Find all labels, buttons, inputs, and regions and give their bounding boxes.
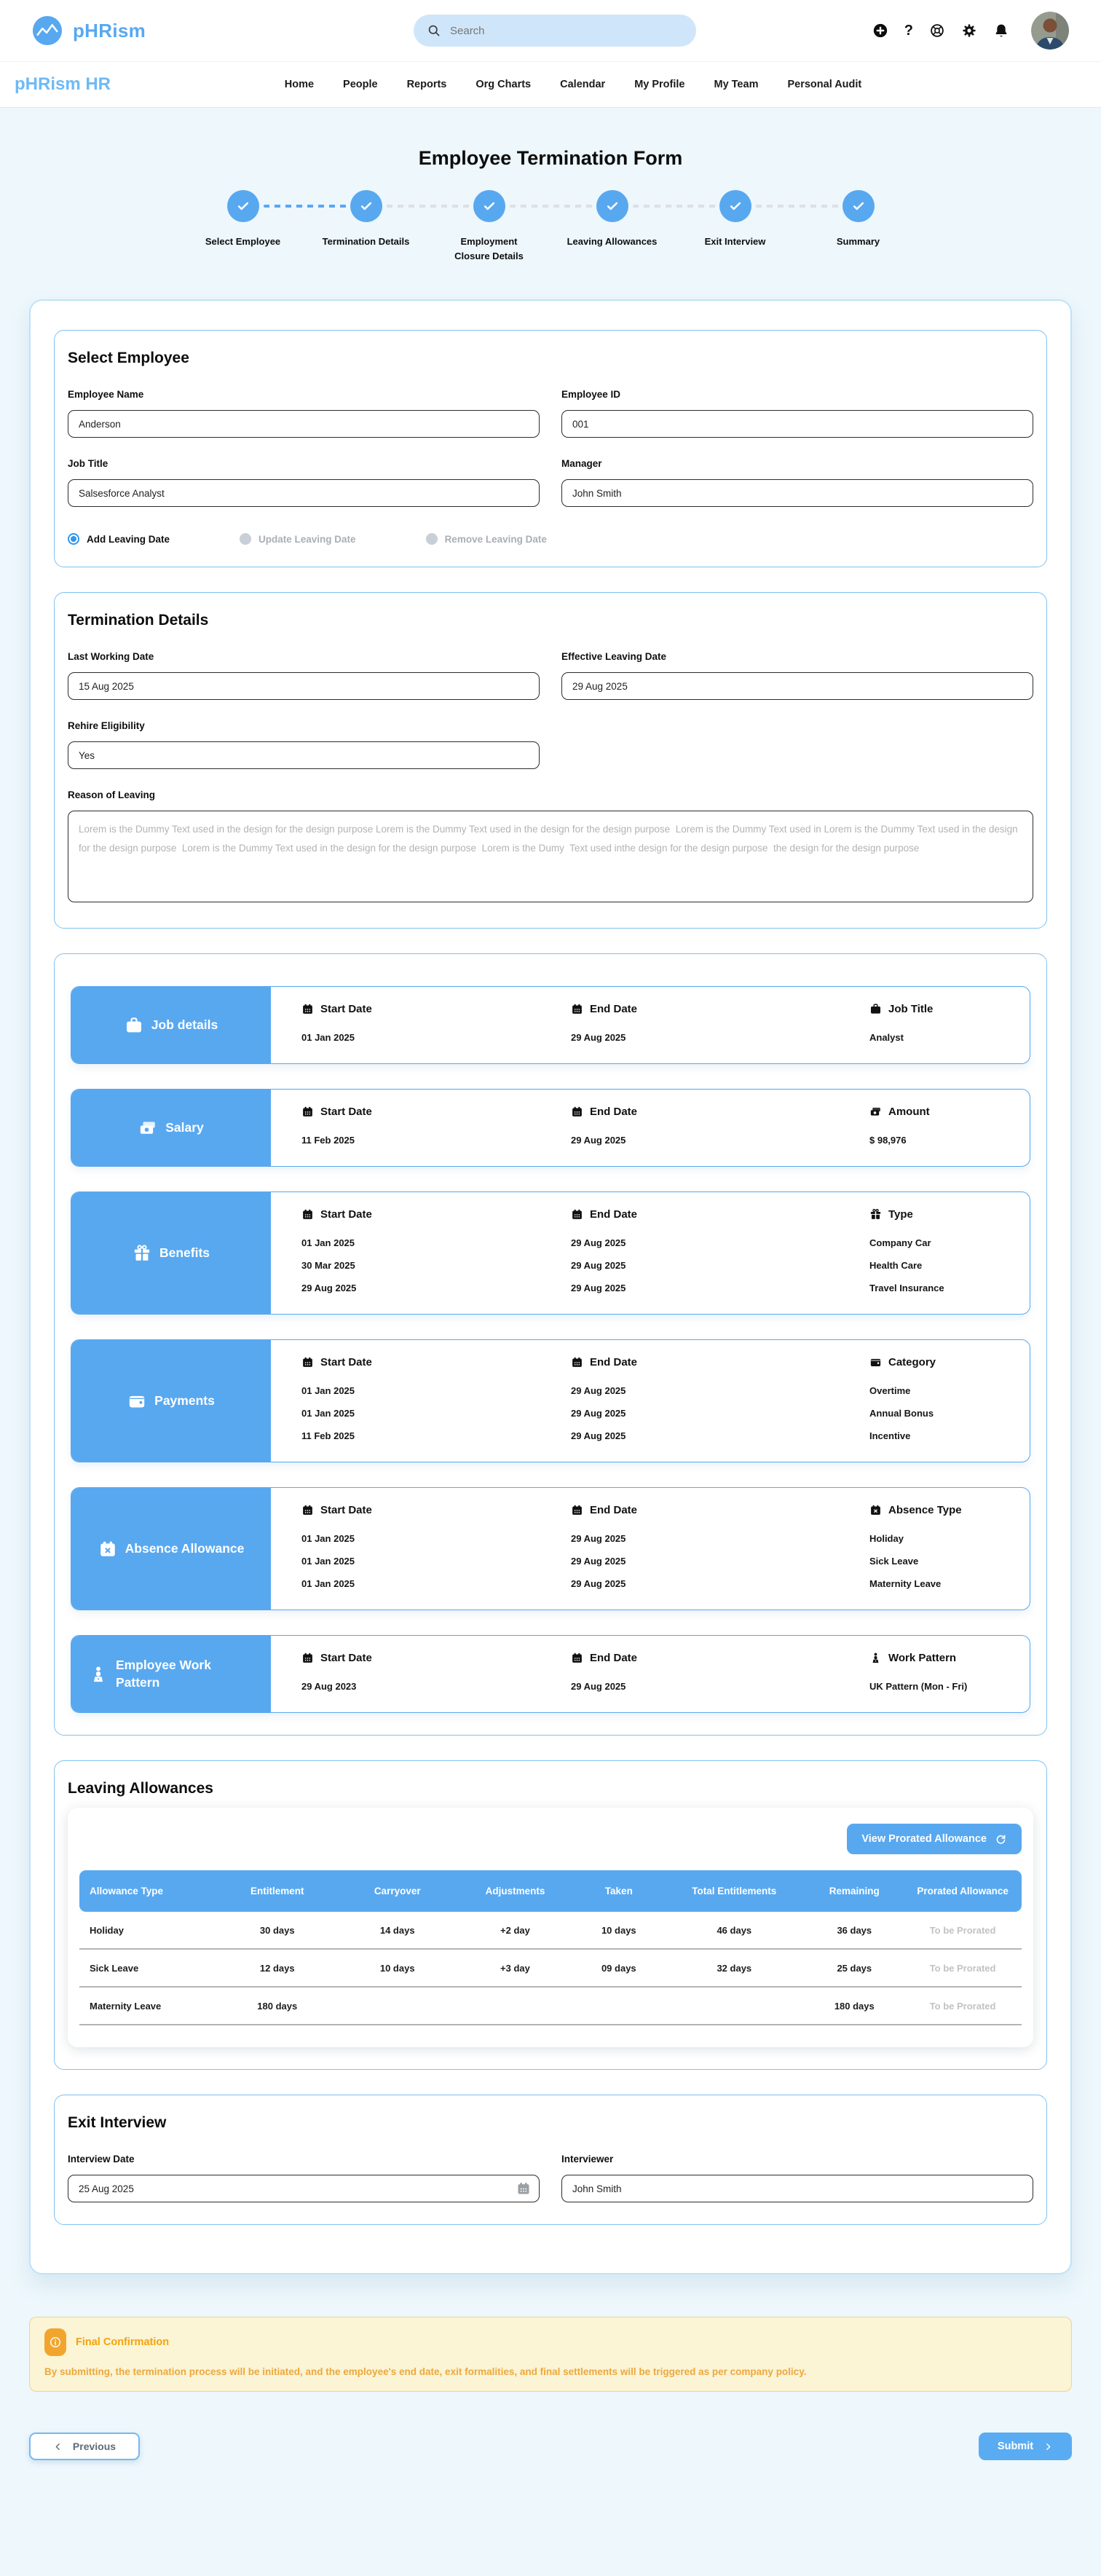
nav-item-people[interactable]: People xyxy=(343,79,378,90)
user-avatar[interactable] xyxy=(1031,12,1069,50)
employee-id-field xyxy=(561,389,1033,438)
column-header: End Date xyxy=(590,1356,638,1368)
main-nav xyxy=(0,61,1101,108)
plus-icon[interactable] xyxy=(872,23,888,39)
absence-allowance-card xyxy=(71,1487,1030,1610)
column-header: Absence Type xyxy=(888,1504,962,1516)
cell-value: 01 Jan 2025 xyxy=(301,1237,355,1248)
benefits-panel xyxy=(71,1192,271,1314)
previous-button[interactable] xyxy=(29,2433,140,2460)
column-values xyxy=(571,1232,869,1299)
card-title: Absence Allowance xyxy=(125,1540,245,1556)
calendar-icon xyxy=(301,1652,314,1664)
cell-value: 29 Aug 2025 xyxy=(571,1430,626,1441)
section-heading: Leaving Allowances xyxy=(68,1780,213,1797)
column-header: End Date xyxy=(590,1208,638,1221)
card-title: Job details xyxy=(151,1017,218,1032)
chevron-right-icon xyxy=(1043,2442,1053,2451)
search-icon xyxy=(427,23,441,38)
allowance-table-card xyxy=(68,1808,1033,2047)
section-leaving-allowances xyxy=(54,1760,1047,2070)
cell-value: 29 Aug 2025 xyxy=(571,1032,626,1043)
section-heading: Termination Details xyxy=(68,612,209,629)
cell: 09 days xyxy=(601,1962,636,1974)
cell-value: 29 Aug 2025 xyxy=(571,1237,626,1248)
notifications-icon[interactable] xyxy=(993,23,1009,39)
step-label: Termination Details xyxy=(322,236,410,247)
column-values xyxy=(301,1129,571,1151)
field-label: Manager xyxy=(561,458,602,469)
main-content xyxy=(0,147,1101,2460)
job-title-input[interactable] xyxy=(68,479,540,507)
employee-id-input[interactable] xyxy=(561,410,1033,438)
section-select-employee xyxy=(54,330,1047,567)
cell: 36 days xyxy=(837,1924,872,1936)
cell-value: Sick Leave xyxy=(869,1556,919,1567)
card-title: Payments xyxy=(154,1393,215,1408)
column-job-title xyxy=(869,1003,1030,1049)
cell-value: 01 Jan 2025 xyxy=(301,1556,355,1567)
field-label: Reason of Leaving xyxy=(68,789,156,800)
step-label: Leaving Allowances xyxy=(567,236,658,247)
column-values xyxy=(301,1232,571,1299)
col-taken: Taken xyxy=(604,1886,633,1896)
benefits-card xyxy=(71,1192,1030,1315)
step-summary[interactable] xyxy=(797,190,920,263)
cell-value: Annual Bonus xyxy=(869,1408,934,1419)
leaving-date-radio-group xyxy=(68,533,1033,545)
settings-icon[interactable] xyxy=(961,23,977,39)
column-values xyxy=(571,1129,869,1151)
briefcase-icon xyxy=(869,1003,882,1015)
cash-icon xyxy=(869,1106,882,1118)
radio-add-leaving-date[interactable] xyxy=(68,533,170,545)
job-details-card xyxy=(71,986,1030,1064)
column-start-date xyxy=(301,1106,571,1151)
card-title: Salary xyxy=(165,1119,204,1135)
cell-value: 01 Jan 2025 xyxy=(301,1032,355,1043)
column-header: End Date xyxy=(590,1003,638,1015)
column-values xyxy=(869,1129,1030,1151)
wallet-icon xyxy=(127,1392,146,1411)
radio-selected-icon xyxy=(68,533,79,545)
cell-value: Company Car xyxy=(869,1237,931,1248)
absence-allowance-panel xyxy=(71,1488,271,1610)
cell: 10 days xyxy=(601,1924,636,1936)
interviewer-field xyxy=(561,2154,1033,2202)
reason-of-leaving-textarea[interactable] xyxy=(68,811,1033,902)
column-end-date xyxy=(571,1208,869,1299)
column-end-date xyxy=(571,1106,869,1151)
section-employment-closure xyxy=(54,953,1047,1736)
field-label: Employee ID xyxy=(561,389,621,400)
cell-value: Overtime xyxy=(869,1385,911,1396)
cell: Holiday xyxy=(90,1924,124,1936)
column-header: Start Date xyxy=(320,1652,372,1664)
cell-value: 30 Mar 2025 xyxy=(301,1260,355,1271)
column-values xyxy=(301,1675,571,1698)
nav-item-my-profile[interactable]: My Profile xyxy=(634,79,685,90)
cell-value: 29 Aug 2025 xyxy=(571,1556,626,1567)
column-start-date xyxy=(301,1208,571,1299)
cell-value: 29 Aug 2023 xyxy=(301,1681,357,1692)
radio-label: Remove Leaving Date xyxy=(444,533,547,545)
calendar-icon xyxy=(301,1504,314,1516)
step-exit-interview[interactable] xyxy=(674,190,797,263)
column-values xyxy=(571,1675,869,1698)
effective-leaving-date-input[interactable] xyxy=(561,672,1033,700)
cell-value: 11 Feb 2025 xyxy=(301,1430,355,1441)
global-search[interactable] xyxy=(414,15,696,47)
radio-remove-leaving-date[interactable] xyxy=(426,533,547,545)
gift-icon xyxy=(869,1208,882,1221)
cell-value: Incentive xyxy=(869,1430,911,1441)
interviewer-input[interactable] xyxy=(561,2175,1033,2202)
column-header: Start Date xyxy=(320,1208,372,1221)
cell-value: Travel Insurance xyxy=(869,1283,944,1293)
chevron-left-icon xyxy=(53,2442,63,2451)
cash-icon xyxy=(138,1119,157,1138)
calendar-icon[interactable] xyxy=(516,2181,531,2196)
column-values xyxy=(301,1026,571,1049)
cell-value: 01 Jan 2025 xyxy=(301,1408,355,1419)
column-header: Type xyxy=(888,1208,913,1221)
calendar-icon xyxy=(301,1356,314,1368)
cell-value: 29 Aug 2025 xyxy=(571,1283,626,1293)
calendar-icon xyxy=(301,1208,314,1221)
cell: Maternity Leave xyxy=(90,2000,162,2012)
interview-date-input[interactable] xyxy=(68,2175,540,2202)
calendar-x-icon xyxy=(98,1540,117,1559)
nav-item-org-charts[interactable]: Org Charts xyxy=(475,79,532,90)
cell-value: 29 Aug 2025 xyxy=(571,1260,626,1271)
table-row xyxy=(79,1988,1022,2025)
radio-disabled-icon xyxy=(240,533,251,545)
cell-value: 29 Aug 2025 xyxy=(571,1681,626,1692)
column-values xyxy=(301,1379,571,1447)
logo-icon xyxy=(32,15,63,46)
cell-value: 29 Aug 2025 xyxy=(571,1578,626,1589)
view-prorated-allowance-button[interactable] xyxy=(847,1824,1022,1854)
interview-date-field xyxy=(68,2154,540,2202)
cell: To be Prorated xyxy=(929,1924,996,1936)
step-label: Select Employee xyxy=(205,236,281,247)
cell: 180 days xyxy=(834,2000,875,2012)
cell: 180 days xyxy=(257,2000,298,2012)
person-desk-icon xyxy=(869,1652,882,1664)
cell-value: Health Care xyxy=(869,1260,923,1271)
banner-message: By submitting, the termination process will be initiated, and the employee's end date, exit formalities, and final settlements will be triggered as per company policy. xyxy=(44,2366,807,2377)
refresh-icon xyxy=(995,1833,1007,1846)
column-end-date xyxy=(571,1652,869,1698)
column-type xyxy=(869,1208,1030,1299)
job-title-field xyxy=(68,458,540,507)
step-label: Summary xyxy=(836,236,880,247)
nav-item-calendar[interactable]: Calendar xyxy=(560,79,606,90)
cell: 32 days xyxy=(717,1962,752,1974)
cell: +3 day xyxy=(500,1962,530,1974)
reason-of-leaving-field xyxy=(68,789,1033,906)
column-values xyxy=(301,1527,571,1595)
nav-items xyxy=(285,78,913,91)
button-label: Submit xyxy=(997,2441,1034,2452)
work-pattern-card xyxy=(71,1635,1030,1713)
cell: +2 day xyxy=(500,1924,530,1936)
column-header: Category xyxy=(888,1356,936,1368)
form-actions xyxy=(29,2433,1072,2460)
nav-item-reports[interactable]: Reports xyxy=(406,79,447,90)
calendar-icon xyxy=(571,1504,583,1516)
calendar-icon xyxy=(571,1106,583,1118)
nav-item-personal-audit[interactable]: Personal Audit xyxy=(787,79,862,90)
field-label: Last Working Date xyxy=(68,651,154,662)
calendar-icon xyxy=(301,1003,314,1015)
table-header-row xyxy=(79,1870,1022,1912)
employee-name-field xyxy=(68,389,540,438)
effective-leaving-date-field xyxy=(561,651,1033,700)
cell-value: 29 Aug 2025 xyxy=(571,1408,626,1419)
step-check-icon xyxy=(842,190,875,222)
button-label: View Prorated Allowance xyxy=(861,1833,987,1845)
step-check-icon xyxy=(596,190,628,222)
column-start-date xyxy=(301,1652,571,1698)
column-start-date xyxy=(301,1003,571,1049)
column-header: Amount xyxy=(888,1106,930,1118)
cell: Sick Leave xyxy=(90,1962,139,1974)
radio-disabled-icon xyxy=(426,533,438,545)
salary-panel xyxy=(71,1090,271,1166)
step-check-icon xyxy=(350,190,382,222)
column-end-date xyxy=(571,1356,869,1447)
allowance-table xyxy=(79,1870,1022,2025)
cell: To be Prorated xyxy=(929,2000,996,2012)
column-values xyxy=(869,1379,1030,1447)
cell-value: 29 Aug 2025 xyxy=(571,1385,626,1396)
column-end-date xyxy=(571,1504,869,1595)
col-entitlement: Entitlement xyxy=(250,1886,304,1896)
column-values xyxy=(571,1026,869,1049)
rehire-eligibility-input[interactable] xyxy=(68,741,540,769)
calendar-icon xyxy=(571,1003,583,1015)
nav-item-my-team[interactable]: My Team xyxy=(714,79,759,90)
support-icon[interactable] xyxy=(929,23,945,39)
employee-name-input[interactable] xyxy=(68,410,540,438)
column-values xyxy=(869,1527,1030,1595)
col-prorated-allowance: Prorated Allowance xyxy=(917,1886,1009,1896)
cell-value: $ 98,976 xyxy=(869,1135,907,1146)
payments-panel xyxy=(71,1340,271,1462)
progress-stepper xyxy=(0,190,1101,263)
briefcase-icon xyxy=(125,1016,143,1035)
cell: To be Prorated xyxy=(929,1962,996,1974)
final-confirmation-banner xyxy=(29,2317,1072,2392)
column-header: Start Date xyxy=(320,1504,372,1516)
gift-icon xyxy=(133,1244,151,1263)
rehire-eligibility-field xyxy=(68,720,540,769)
column-values xyxy=(869,1675,1030,1698)
column-header: Work Pattern xyxy=(888,1652,957,1664)
step-leaving-allowances[interactable] xyxy=(550,190,674,263)
radio-label: Update Leaving Date xyxy=(259,533,356,545)
col-total-entitlements: Total Entitlements xyxy=(692,1886,777,1896)
column-values xyxy=(869,1026,1030,1049)
column-category xyxy=(869,1356,1030,1447)
card-title: Employee Work Pattern xyxy=(116,1657,211,1690)
col-carryover: Carryover xyxy=(374,1886,421,1896)
table-row xyxy=(79,1912,1022,1950)
person-desk-icon xyxy=(89,1665,108,1684)
top-actions xyxy=(872,12,1069,50)
column-header: Job Title xyxy=(888,1003,934,1015)
app-logo xyxy=(32,15,146,46)
wallet-icon xyxy=(869,1356,882,1368)
calendar-icon xyxy=(571,1208,583,1221)
radio-update-leaving-date[interactable] xyxy=(240,533,356,545)
column-header: End Date xyxy=(590,1652,638,1664)
cell-value: 29 Aug 2025 xyxy=(571,1533,626,1544)
field-label: Rehire Eligibility xyxy=(68,720,145,731)
step-check-icon xyxy=(473,190,505,222)
cell-value: 11 Feb 2025 xyxy=(301,1135,355,1146)
section-exit-interview xyxy=(54,2095,1047,2225)
column-header: Start Date xyxy=(320,1356,372,1368)
column-amount xyxy=(869,1106,1030,1151)
col-allowance-type: Allowance Type xyxy=(90,1886,164,1896)
banner-title: Final Confirmation xyxy=(76,2336,170,2348)
step-termination-details[interactable] xyxy=(304,190,427,263)
radio-label: Add Leaving Date xyxy=(87,533,170,545)
cell-value: 01 Jan 2025 xyxy=(301,1385,355,1396)
nav-item-home[interactable]: Home xyxy=(284,79,315,90)
help-icon[interactable]: ? xyxy=(904,23,913,39)
field-label: Effective Leaving Date xyxy=(561,651,667,662)
column-values xyxy=(571,1527,869,1595)
column-start-date xyxy=(301,1504,571,1595)
cell: 25 days xyxy=(837,1962,872,1974)
column-header: End Date xyxy=(590,1504,638,1516)
col-adjustments: Adjustments xyxy=(485,1886,545,1896)
nav-brand: pHRism HR xyxy=(15,74,111,94)
section-heading: Select Employee xyxy=(68,350,189,366)
cell: 10 days xyxy=(379,1962,415,1974)
calendar-icon xyxy=(571,1356,583,1368)
manager-field xyxy=(561,458,1033,507)
column-header: Start Date xyxy=(320,1106,372,1118)
field-label: Interview Date xyxy=(68,2154,135,2165)
cell: 12 days xyxy=(259,1962,295,1974)
column-values xyxy=(571,1379,869,1447)
step-employment-closure[interactable] xyxy=(427,190,550,263)
cell-value: 01 Jan 2025 xyxy=(301,1578,355,1589)
column-end-date xyxy=(571,1003,869,1049)
col-remaining: Remaining xyxy=(829,1886,880,1896)
field-label: Interviewer xyxy=(561,2154,614,2165)
column-header: Start Date xyxy=(320,1003,372,1015)
logo-text: pHRism xyxy=(73,19,146,42)
last-working-date-input[interactable] xyxy=(68,672,540,700)
cell: 14 days xyxy=(379,1924,415,1936)
salary-card xyxy=(71,1089,1030,1167)
column-work-pattern xyxy=(869,1652,1030,1698)
cell-value: 29 Aug 2025 xyxy=(571,1135,626,1146)
cell: 30 days xyxy=(259,1924,295,1936)
column-values xyxy=(869,1232,1030,1299)
top-bar xyxy=(0,0,1101,61)
cell: 46 days xyxy=(717,1924,752,1936)
step-label: Employment Closure Details xyxy=(454,236,524,261)
section-termination-details xyxy=(54,592,1047,929)
form-container xyxy=(29,299,1072,2274)
work-pattern-panel xyxy=(71,1636,271,1712)
info-icon xyxy=(44,2328,66,2356)
card-title: Benefits xyxy=(159,1245,210,1260)
column-header: End Date xyxy=(590,1106,638,1118)
cell-value: Maternity Leave xyxy=(869,1578,942,1589)
cell-value: 29 Aug 2025 xyxy=(301,1283,357,1293)
cell-value: Holiday xyxy=(869,1533,904,1544)
step-select-employee[interactable] xyxy=(181,190,304,263)
cell-value: Analyst xyxy=(869,1032,904,1043)
submit-button[interactable] xyxy=(979,2433,1072,2460)
step-label: Exit Interview xyxy=(704,236,766,247)
column-start-date xyxy=(301,1356,571,1447)
field-label: Job Title xyxy=(68,458,108,469)
manager-input[interactable] xyxy=(561,479,1033,507)
calendar-icon xyxy=(571,1652,583,1664)
calendar-x-icon xyxy=(869,1504,882,1516)
last-working-date-field xyxy=(68,651,540,700)
payments-card xyxy=(71,1339,1030,1462)
job-details-panel xyxy=(71,987,271,1063)
button-label: Previous xyxy=(72,2441,117,2452)
field-label: Employee Name xyxy=(68,389,144,400)
step-check-icon xyxy=(719,190,751,222)
cell-value: UK Pattern (Mon - Fri) xyxy=(869,1681,968,1692)
section-heading: Exit Interview xyxy=(68,2114,167,2131)
page-title: Employee Termination Form xyxy=(418,147,683,169)
column-absence-type xyxy=(869,1504,1030,1595)
calendar-icon xyxy=(301,1106,314,1118)
table-row xyxy=(79,1950,1022,1988)
cell-value: 01 Jan 2025 xyxy=(301,1533,355,1544)
step-check-icon xyxy=(227,190,259,222)
search-input[interactable] xyxy=(450,25,683,37)
